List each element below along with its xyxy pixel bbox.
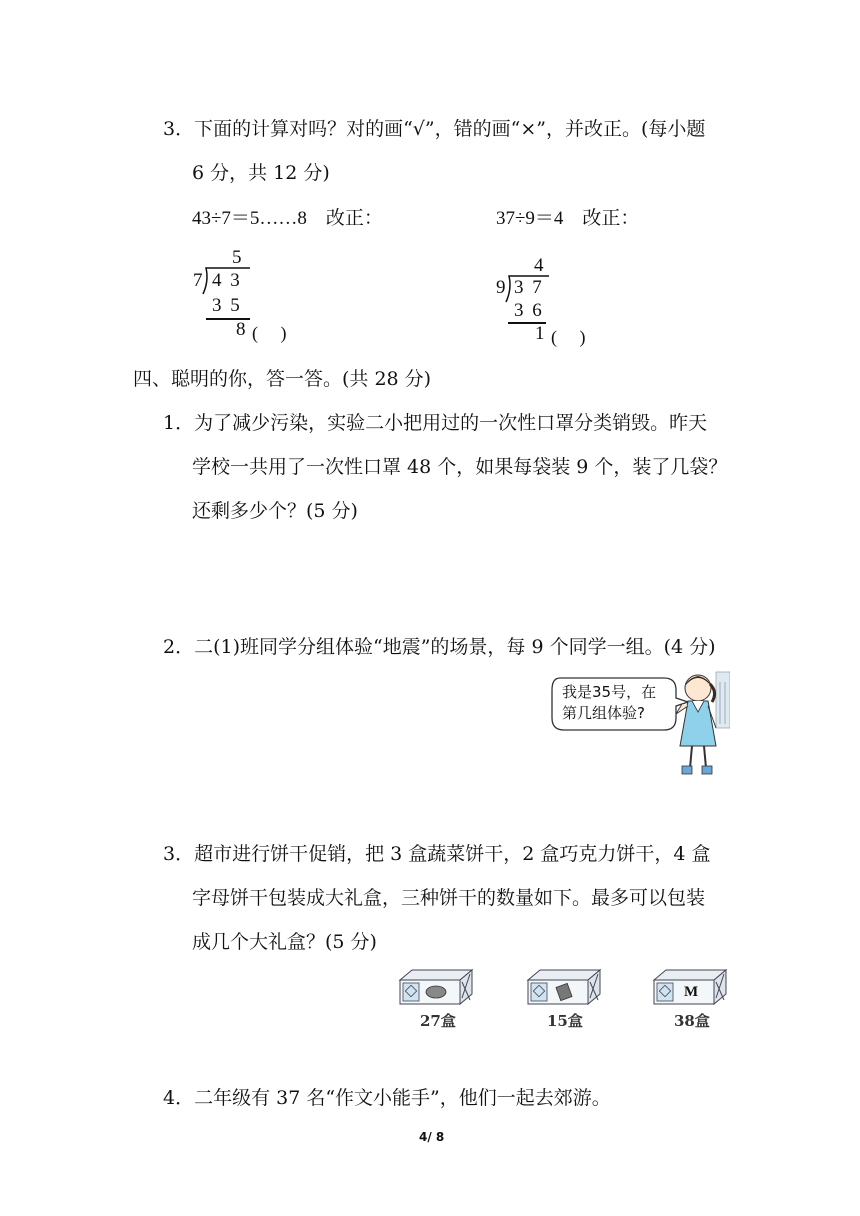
left-answer-paren: ( ) bbox=[252, 323, 287, 343]
vegetable-cracker-count: 27盒 bbox=[420, 1012, 456, 1030]
p3-line1: 3．超市进行饼干促销，把 3 盒蔬菜饼干，2 盒巧克力饼干，4 盒 bbox=[163, 843, 711, 865]
right-quotient: 4 bbox=[534, 255, 544, 276]
left-dividend: 4 3 bbox=[212, 270, 242, 291]
right-answer-paren: ( ) bbox=[551, 327, 586, 347]
page-number: 4/ 8 bbox=[419, 1130, 445, 1144]
section4-title: 四、聪明的你，答一答。(共 28 分) bbox=[133, 368, 432, 390]
letter-cracker-mark: M bbox=[684, 984, 699, 1000]
q3-left-equation: 43÷7＝5……8 改正： bbox=[192, 208, 383, 229]
left-divisor: 7 bbox=[193, 270, 203, 291]
right-divisor: 9 bbox=[496, 277, 506, 298]
left-quotient: 5 bbox=[232, 247, 242, 268]
left-product: 3 5 bbox=[212, 295, 242, 316]
speech-bubble-line1: 我是35号，在 bbox=[562, 683, 657, 701]
right-product: 3 6 bbox=[514, 300, 544, 321]
p1-line1: 1．为了减少污染，实验二小把用过的一次性口罩分类销毁。昨天 bbox=[163, 412, 708, 434]
vegetable-cracker-icon bbox=[398, 968, 474, 1006]
right-dividend: 3 7 bbox=[514, 277, 544, 298]
q3-right-equation: 37÷9＝4 改正： bbox=[496, 208, 640, 229]
q3-line2: 6 分，共 12 分) bbox=[192, 162, 330, 184]
p1-line2: 学校一共用了一次性口罩 48 个，如果每袋装 9 个，装了几袋？ bbox=[192, 456, 728, 478]
chocolate-cracker-count: 15盒 bbox=[547, 1012, 583, 1030]
p2-line1: 2．二(1)班同学分组体验“地震”的场景，每 9 个同学一组。(4 分) bbox=[163, 636, 716, 658]
speech-bubble-line2: 第几组体验? bbox=[562, 704, 645, 722]
letter-cracker-count: 38盒 bbox=[674, 1012, 710, 1030]
p4-line1: 4．二年级有 37 名“作文小能手”，他们一起去郊游。 bbox=[163, 1087, 611, 1109]
chocolate-cracker-icon bbox=[526, 968, 602, 1006]
q3-line1: 3．下面的计算对吗？对的画“√”，错的画“×”，并改正。(每小题 bbox=[163, 118, 706, 140]
right-remainder: 1 bbox=[535, 323, 545, 344]
p3-line3: 成几个大礼盒？(5 分) bbox=[192, 931, 377, 953]
p3-line2: 字母饼干包装成大礼盒，三种饼干的数量如下。最多可以包装 bbox=[192, 887, 706, 909]
left-remainder: 8 bbox=[236, 319, 246, 340]
p1-line3: 还剩多少个？(5 分) bbox=[192, 500, 358, 522]
